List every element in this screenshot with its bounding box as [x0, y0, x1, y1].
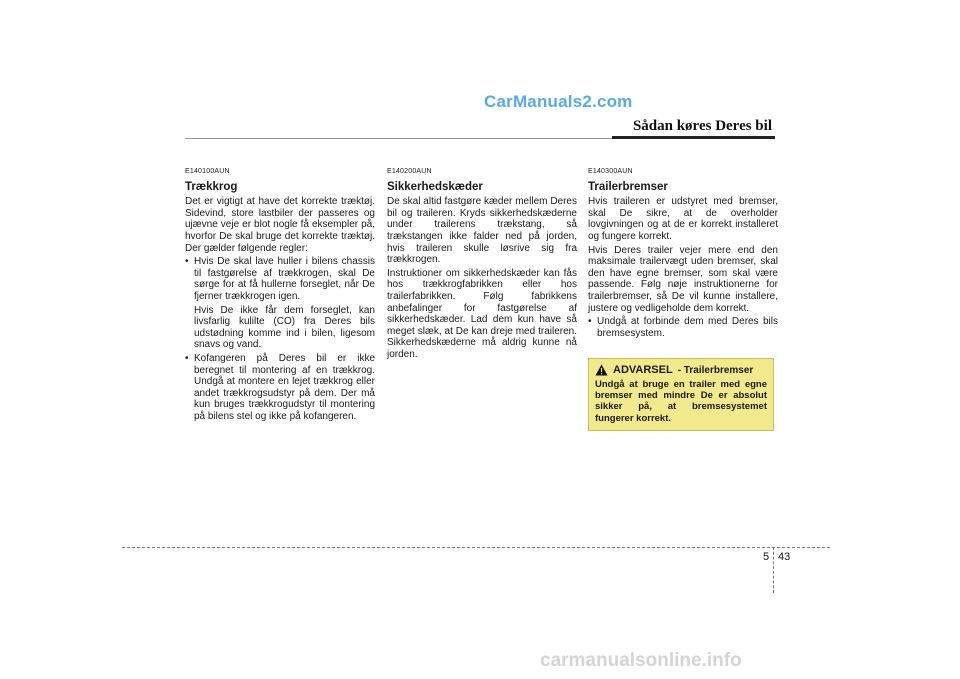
section-code: E140300AUN	[588, 168, 633, 175]
column-trailer-hitch	[185, 166, 375, 424]
section-code: E140100AUN	[185, 168, 230, 175]
warning-box	[588, 358, 774, 431]
paragraph: Hvis Deres trailer vejer mere end den maksimale trailervægt uden bremser, skal den have egne bremser, som skal være passende. Følg nøje instruktionerne for trailerbremser, så De vil kunne installere, justere og vedligeholde dem korrekt.	[588, 244, 778, 314]
bullet-item: • Undgå at forbinde dem med Deres bils bremsesystem.	[588, 316, 778, 339]
section-heading: Sikkerhedskæder	[387, 180, 483, 193]
header-divider-accent	[612, 136, 775, 139]
bullet-item: • Hvis De skal lave huller i bilens chassis til fastgørelse af trækkrogen, skal De sørge for at få hullerne forseglet, når De fjerner trækkrogen igen.	[185, 256, 375, 302]
warning-header	[595, 364, 767, 376]
page-header-title: Sådan køres Deres bil	[632, 118, 772, 134]
page-number: 43	[778, 551, 791, 563]
paragraph: Det er vigtigt at have det korrekte træktøj. Sidevind, store lastbiler der passeres og ujævne veje er blot nogle få eksempler på, hvorfor De skal bruge det korrekte træktøj. Der gælder følgende regler:	[185, 196, 375, 254]
footer-divider	[122, 547, 830, 548]
bullet-subparagraph: Hvis De ikke får dem forseglet, kan livsfarlig kulilte (CO) fra Deres bils udstødning komme ind i bilen, ligesom snavs og vand.	[194, 304, 375, 351]
paragraph: Instruktioner om sikkerhedskæder kan fås hos trækkrogfabrikken eller hos trailerfabrikken. Følg fabrikkens anbefalinger for fastgørelse af sikkerhedskæder. Lad dem kun have så meget slæk, at De kan dreje med traileren. Sikkerhedskæderne må aldrig kunne nå jorden.	[387, 267, 577, 360]
bullet-item: • Kofangeren på Deres bil er ikke beregnet til montering af en trækkrog. Undgå at montere en lejet trækkrog eller andet trækkrogsudstyr på dem. Der må kun bruges trækkrogudstyr til montering på bilens stel og ikke på kofangeren.	[185, 353, 375, 423]
warning-title: ADVARSEL	[613, 364, 673, 376]
watermark-carmanuals2: CarManuals2.com	[484, 92, 633, 111]
section-code: E140200AUN	[387, 168, 432, 175]
chapter-number: 5	[763, 551, 770, 563]
column-safety-chains	[387, 166, 577, 363]
section-heading: Trækkrog	[185, 180, 238, 193]
watermark-carmanualsonline: carmanualsonline.info	[540, 650, 742, 671]
warning-text: Undgå at bruge en trailer med egne bremser med mindre De er absolut sikker på, at bremsesystemet fungerer korrekt.	[595, 379, 767, 424]
section-heading: Trailerbremser	[588, 180, 668, 193]
paragraph: De skal altid fastgøre kæder mellem Deres bil og traileren. Kryds sikkerhedskæderne under trailerens trækstang, så trækstangen ikke falder ned på jorden, hvis traileren skulle løsrive sig fra trækkrogen.	[387, 196, 577, 266]
footer-page-separator	[773, 547, 774, 593]
paragraph: Hvis traileren er udstyret med bremser, skal De sikre, at de overholder lovgivningen og at de er korrekt installeret og fungere korrekt.	[588, 196, 778, 242]
warning-triangle-icon	[595, 364, 608, 376]
warning-subtitle: - Trailerbremser	[677, 364, 754, 376]
column-trailer-brakes	[588, 166, 778, 341]
